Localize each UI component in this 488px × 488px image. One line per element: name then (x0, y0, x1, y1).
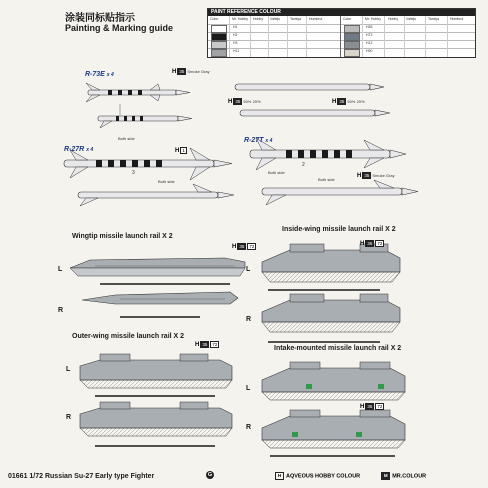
outer-wing-rail-right (80, 402, 232, 446)
table-header-cell: Color (343, 17, 352, 21)
table-header-cell: Mr. Hobby (365, 17, 381, 21)
table-cell: H2 (233, 33, 238, 37)
r27t-missile-side (262, 180, 418, 205)
both-side-note: Both side (318, 177, 335, 182)
mr-colour-text: MR.COLOUR (392, 473, 427, 480)
table-header-cell: Mr. Hobby (232, 17, 248, 21)
side-right-label: R (246, 424, 252, 431)
both-side-note: Both side (118, 136, 135, 141)
title-chinese: 涂装同标贴指示 (65, 13, 135, 24)
callout-intake: H 35 72 (360, 404, 383, 410)
r27r-label (64, 146, 93, 153)
table-header-cell: Vallejo (406, 17, 417, 21)
table-header-cell: Tamiya (428, 17, 440, 21)
table-header-cell: Hobby (388, 17, 399, 21)
side-left-label: L (58, 266, 63, 273)
callout-h35-r27t: H 35 Smoke Gray (357, 173, 395, 179)
outer-wing-rail-left (80, 354, 232, 396)
r27t-missile (250, 138, 406, 170)
r73-name: R-73E (85, 71, 105, 78)
r27t-label (244, 137, 272, 144)
hobby-colour-key: H (275, 472, 284, 480)
inside-wing-rail-right (262, 294, 400, 342)
r73-missile-side (98, 104, 192, 128)
table-cell: H11 (233, 49, 240, 53)
decal-number: 3 (132, 170, 135, 176)
table-header-cell: Vallejo (270, 17, 281, 21)
both-side-note: Both side (268, 170, 285, 175)
inside-wing-rail-left (262, 244, 400, 290)
table-cell: H12 (366, 41, 373, 45)
intake-rail-left (262, 362, 405, 400)
callout-inside-wing: H 35 72 (360, 241, 383, 247)
paint-reference-title: PAINT REFERENCE COLOUR (208, 9, 475, 16)
title-english: Painting & Marking guide (65, 23, 174, 33)
side-right-label: R (246, 316, 252, 323)
r27t-missile-top (235, 84, 384, 90)
wingtip-rail-left (70, 258, 245, 284)
intake-rail-right (262, 410, 405, 456)
kit-title: 01661 1/72 Russian Su-27 Early type Fighter (8, 473, 155, 480)
r73-missile-top (86, 83, 190, 102)
both-side-note: Both side (158, 179, 175, 184)
r73-qty: x 4 (106, 72, 114, 78)
r27r-name: R-27R (64, 146, 85, 153)
side-right-label: R (58, 307, 64, 314)
callout-h35: H 35 Smoke Gray (172, 69, 210, 75)
table-cell: H35 (366, 25, 373, 29)
r27t-missile-upper (240, 110, 390, 116)
side-right-label: R (66, 414, 72, 421)
side-left-label: L (246, 266, 251, 273)
table-header-cell: Tamiya (290, 17, 302, 21)
page-letter-badge: G (207, 472, 213, 478)
side-left-label: L (246, 385, 251, 392)
table-header-cell: Color (210, 17, 219, 21)
mr-colour-key: M (381, 472, 390, 480)
r27t-qty: x 4 (265, 138, 273, 144)
table-cell: H90 (366, 49, 373, 53)
table-header-cell: Humbrol (450, 17, 464, 21)
wingtip-heading: Wingtip missile launch rail X 2 (72, 233, 173, 240)
intake-heading: Intake-mounted missile launch rail X 2 (274, 345, 402, 352)
table-cell: H1 (233, 25, 238, 29)
callout-wingtip: H 35 72 (232, 244, 255, 250)
callout-outer-wing: H 35 72 (195, 342, 218, 348)
r27r-missile-side (78, 184, 234, 206)
callout-pct-right: H 35 50% 20% (332, 99, 365, 105)
r27t-name: R-27T (244, 137, 264, 144)
wingtip-rail-right (82, 292, 238, 317)
callout-h1-r27r: H 1 (175, 148, 185, 154)
colour-legend (275, 472, 426, 480)
table-cell: H72 (366, 33, 373, 37)
table-cell: H3 (233, 41, 238, 45)
table-header-cell: Hobby (253, 17, 264, 21)
r73-label (85, 71, 114, 78)
side-left-label: L (66, 366, 71, 373)
table-header-cell: Humbrol (309, 17, 323, 21)
r27r-qty: x 4 (86, 147, 94, 153)
hobby-colour-text: AQVEOUS HOBBY COLOUR (286, 473, 361, 480)
callout-pct-left: H 35 50% 20% (228, 99, 261, 105)
inside-wing-heading: Inside-wing missile launch rail X 2 (282, 226, 396, 233)
outer-wing-heading: Outer-wing missile launch rail X 2 (72, 333, 185, 340)
decal-number: 2 (302, 162, 305, 168)
